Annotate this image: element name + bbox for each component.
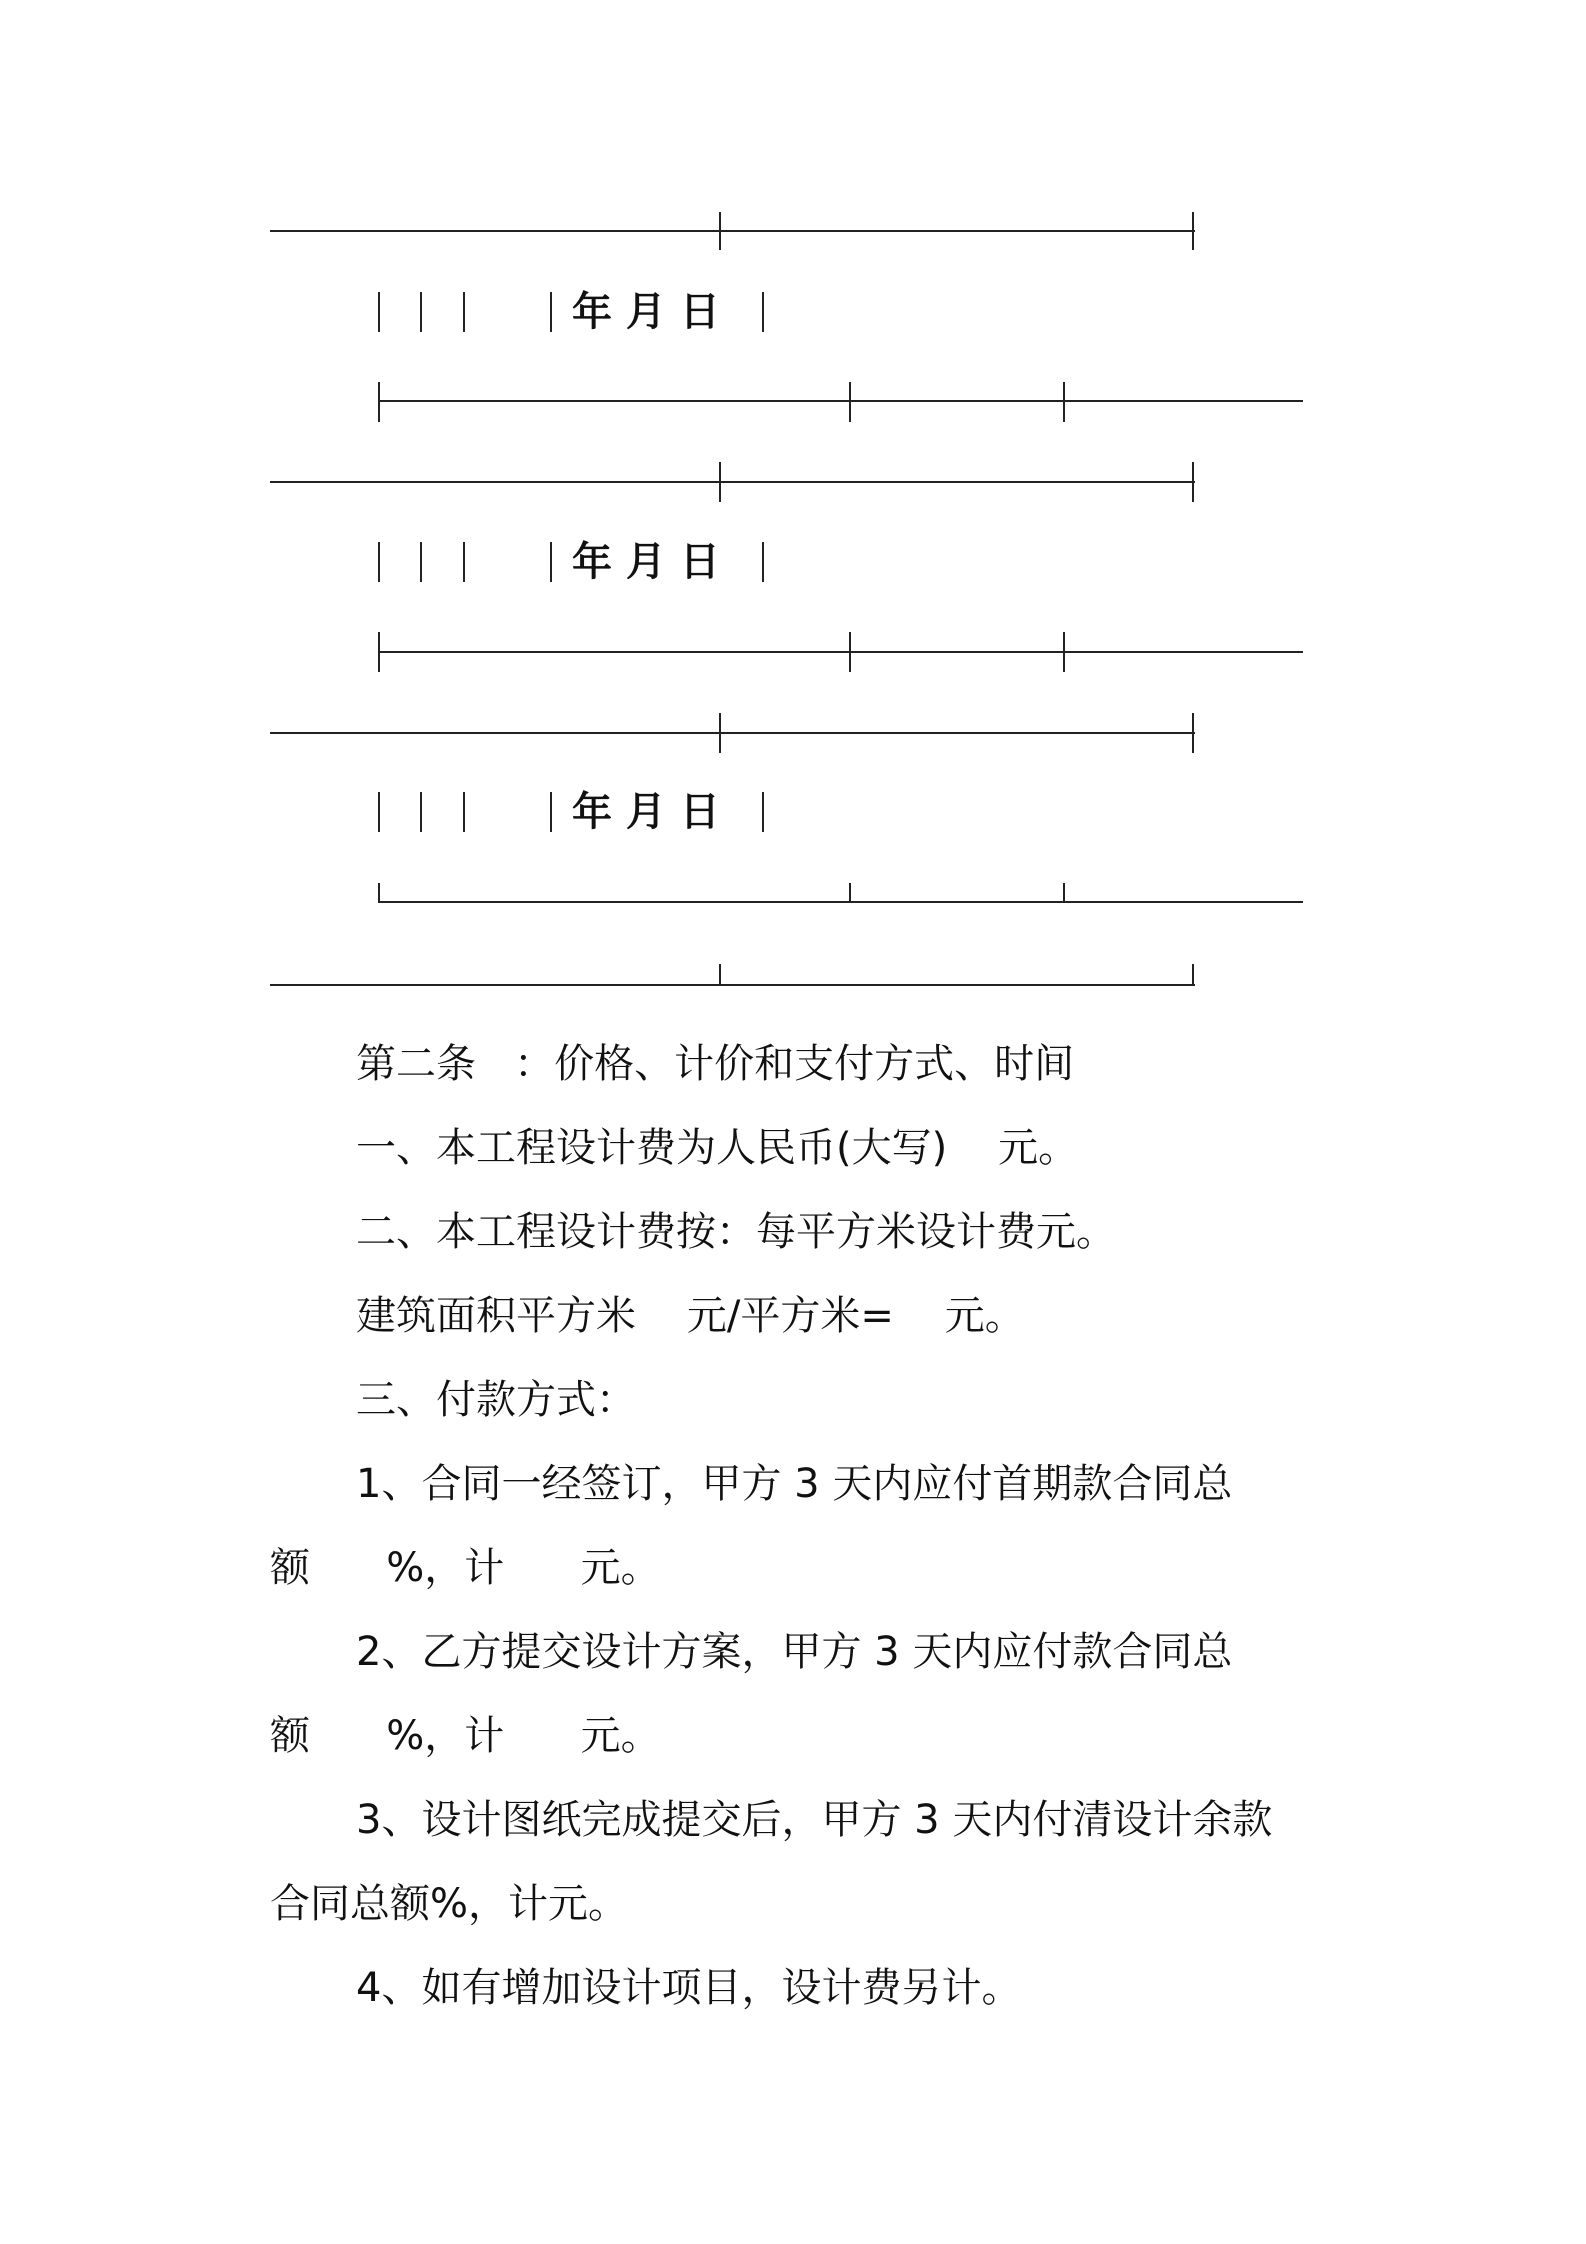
table-divider [719, 212, 721, 250]
table-rule [378, 400, 1303, 402]
table-rule [270, 481, 1195, 483]
payment-item-1: 1、合同一经签订，甲方 3 天内应付首期款合同总 [356, 1461, 1233, 1507]
payment-item-1-cont: 额 %，计 元。 [270, 1545, 661, 1591]
fee-total-line: 一、本工程设计费为人民币(大写) 元。 [356, 1125, 1079, 1171]
table-divider [420, 792, 422, 832]
payment-heading: 三、付款方式： [356, 1377, 636, 1423]
table-divider [762, 792, 764, 832]
payment-item-4: 4、如有增加设计项目，设计费另计。 [356, 1965, 1022, 2011]
table-divider [463, 542, 465, 582]
table-rule [270, 732, 1195, 734]
table-divider [550, 542, 552, 582]
table-divider [463, 792, 465, 832]
table-divider [762, 292, 764, 332]
table-divider [1192, 212, 1194, 250]
table-divider [1192, 964, 1194, 984]
payment-item-2: 2、乙方提交设计方案，甲方 3 天内应付款合同总 [356, 1629, 1233, 1675]
date-label: 年 月 日 [572, 539, 720, 585]
table-divider [1063, 382, 1065, 422]
date-label: 年 月 日 [572, 289, 720, 335]
table-divider [719, 462, 721, 502]
table-divider [1192, 713, 1194, 753]
fee-basis-line: 二、本工程设计费按：每平方米设计费元。 [356, 1209, 1116, 1255]
table-divider [1063, 632, 1065, 672]
table-rule [378, 651, 1303, 653]
date-label: 年 月 日 [572, 789, 720, 835]
table-divider [378, 292, 380, 332]
table-divider [378, 542, 380, 582]
table-divider [849, 632, 851, 672]
table-divider [463, 292, 465, 332]
table-divider [1192, 462, 1194, 502]
table-divider [378, 382, 380, 422]
table-divider [378, 792, 380, 832]
fee-formula-line: 建筑面积平方米 元/平方米= 元。 [356, 1293, 1025, 1339]
table-rule [378, 901, 1303, 903]
article-heading: 第二条 ：价格、计价和支付方式、时间 [356, 1041, 1075, 1087]
table-divider [762, 542, 764, 582]
table-divider [849, 382, 851, 422]
table-divider [719, 713, 721, 753]
table-divider [378, 632, 380, 672]
table-rule [270, 984, 1195, 986]
payment-item-2-cont: 额 %，计 元。 [270, 1713, 661, 1759]
table-divider [420, 542, 422, 582]
table-rule [270, 230, 1195, 232]
table-divider [1063, 883, 1065, 903]
table-divider [378, 883, 380, 903]
table-divider [550, 792, 552, 832]
payment-item-3: 3、设计图纸完成提交后，甲方 3 天内付清设计余款 [356, 1797, 1273, 1843]
table-divider [849, 883, 851, 903]
payment-item-3-cont: 合同总额%，计元。 [270, 1881, 629, 1927]
table-divider [420, 292, 422, 332]
table-divider [719, 964, 721, 984]
table-divider [550, 292, 552, 332]
